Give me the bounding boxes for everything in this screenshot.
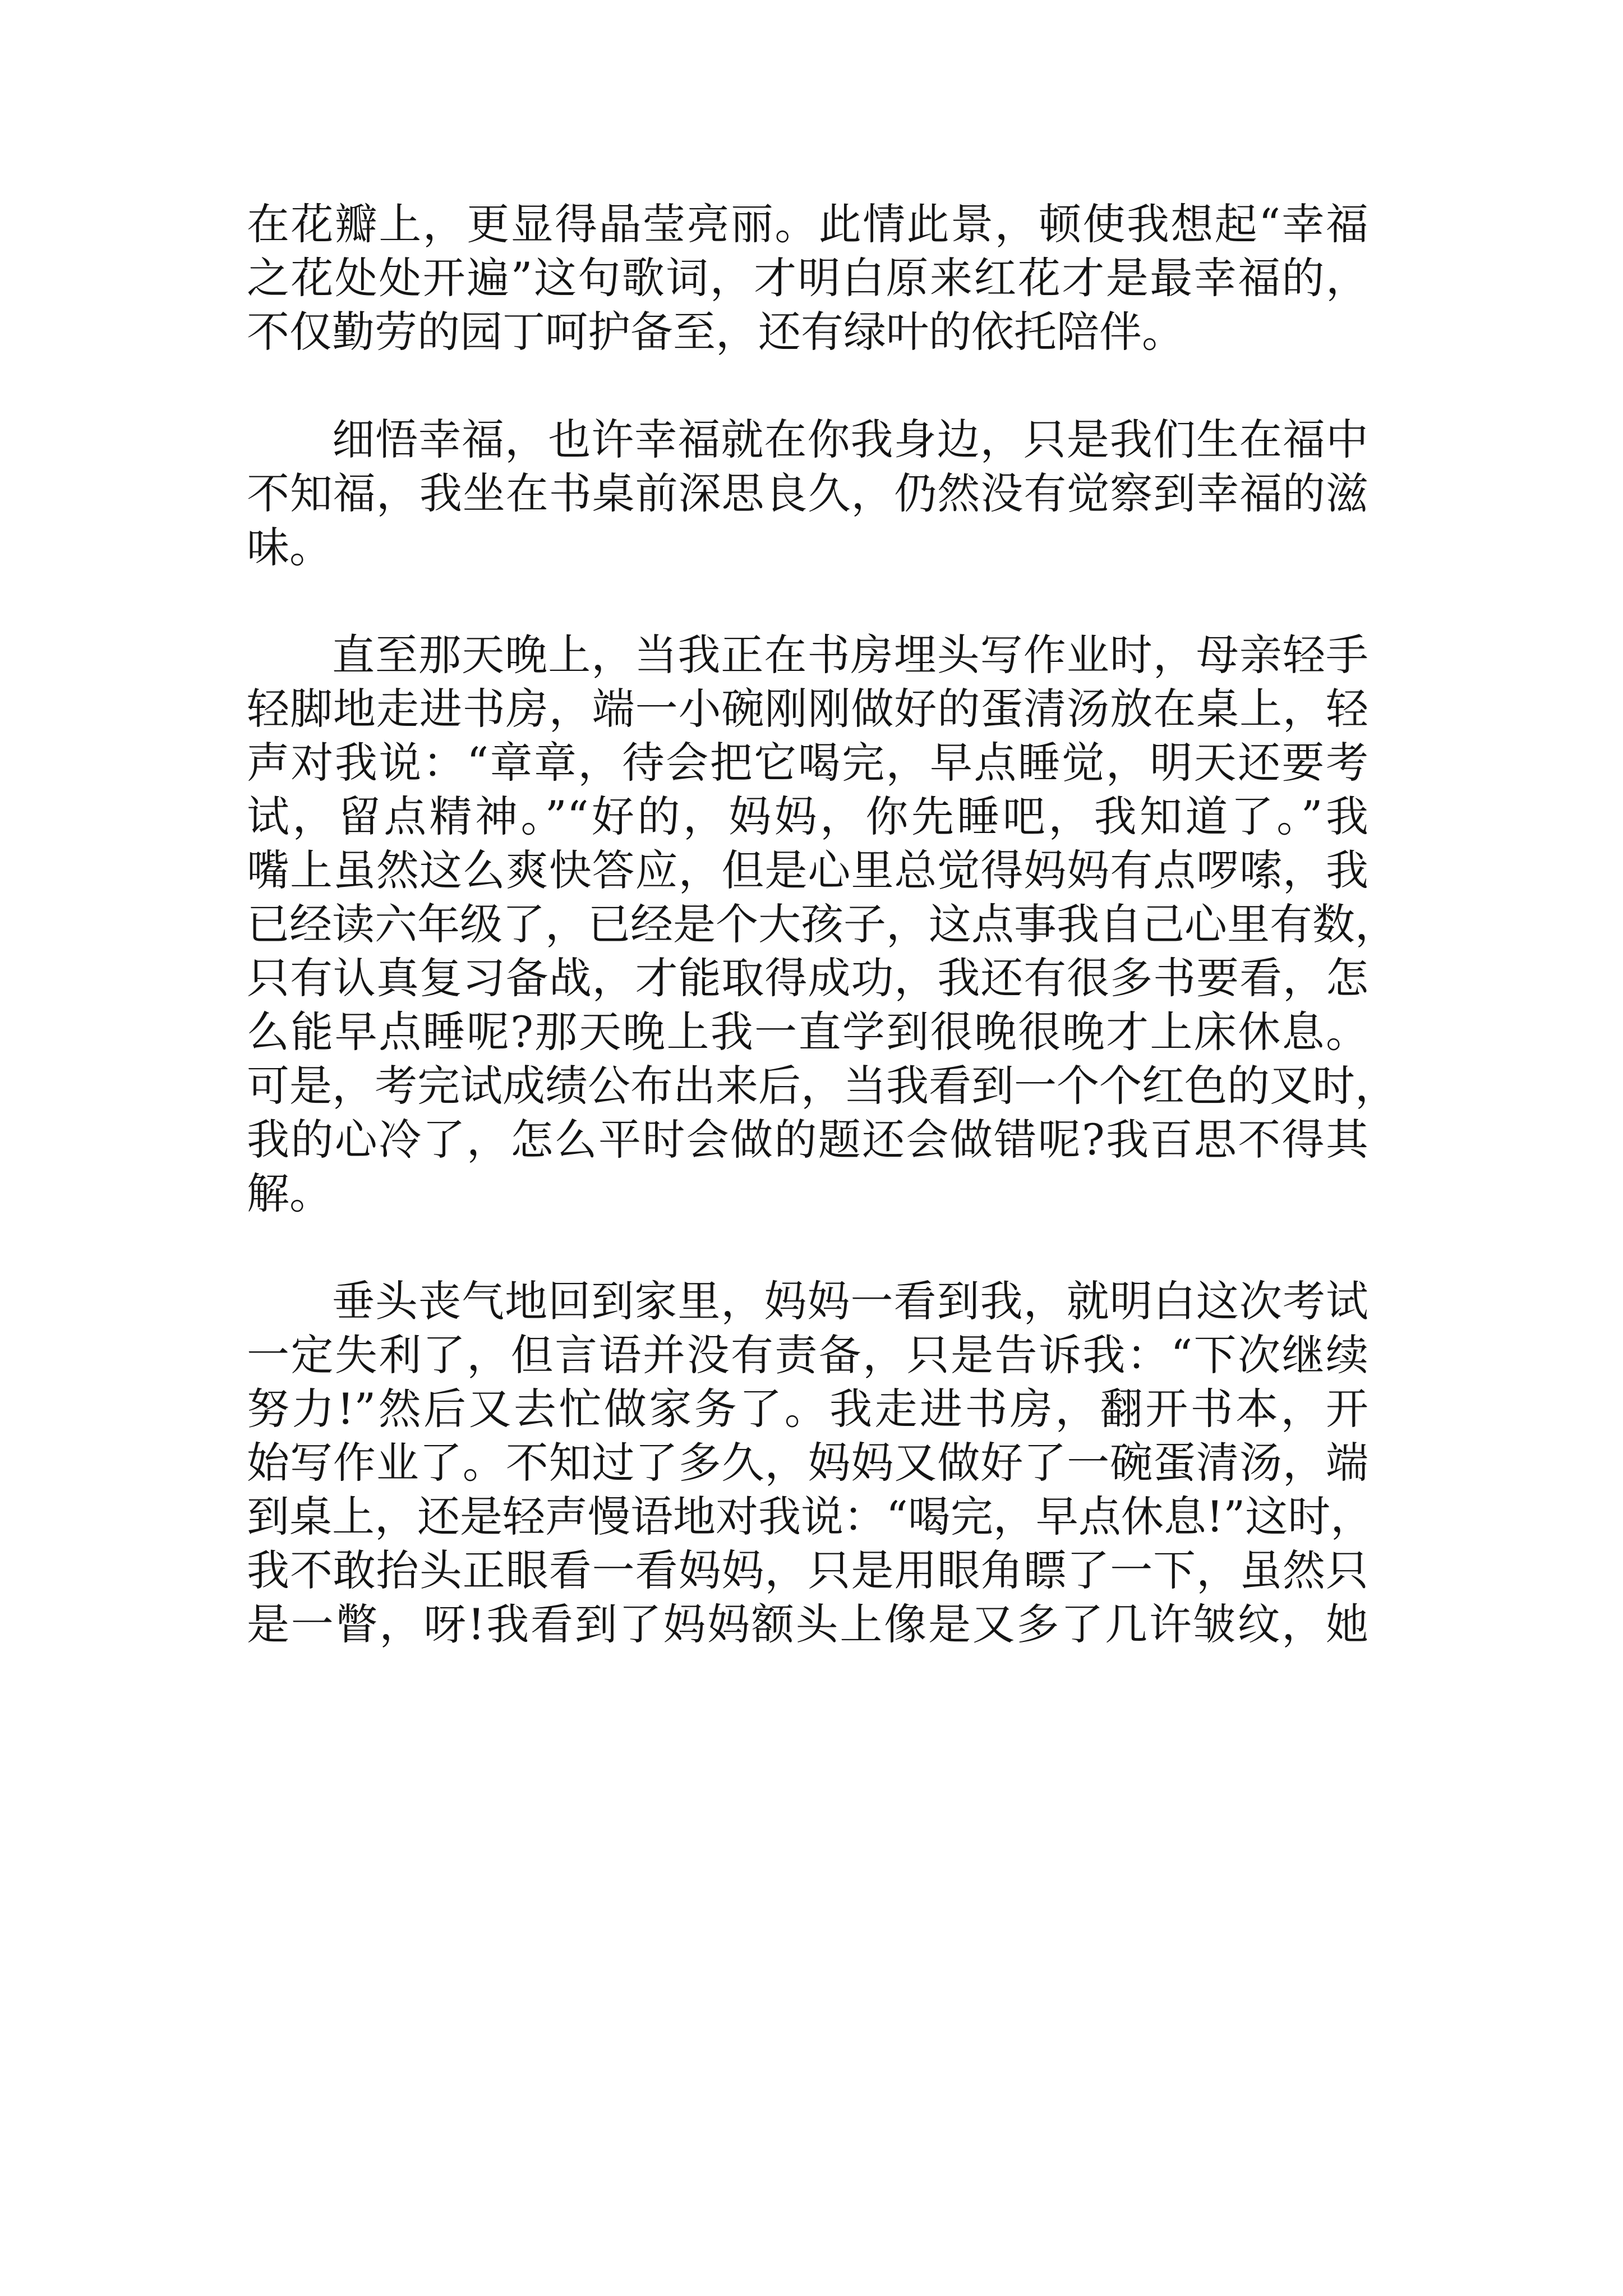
text-line: 可是，考完试成绩公布出来后，当我看到一个个红色的叉时， (247, 1061, 1398, 1111)
paragraph-3 (247, 628, 1398, 1221)
text-line: 轻脚地走进书房，端一小碗刚刚做好的蛋清汤放在桌上，轻 (247, 684, 1368, 734)
text-line: 努力!”然后又去忙做家务了。我走进书房，翻开书本，开 (247, 1384, 1368, 1434)
text-line: 我的心冷了，怎么平时会做的题还会做错呢?我百思不得其 (247, 1115, 1368, 1165)
text-line: 之花处处开遍”这句歌词，才明白原来红花才是最幸福的， (247, 253, 1368, 303)
text-line: 始写作业了。不知过了多久，妈妈又做好了一碗蛋清汤，端 (247, 1438, 1368, 1488)
paragraph-2 (247, 413, 1368, 574)
text-line: 细悟幸福，也许幸福就在你我身边，只是我们生在福中 (332, 415, 1368, 464)
text-line: 不仅勤劳的园丁呵护备至，还有绿叶的依托陪伴。 (247, 307, 1184, 357)
paragraph-4 (247, 1274, 1373, 1651)
text-line: 试，留点精神。”“好的，妈妈，你先睡吧，我知道了。”我 (247, 792, 1368, 841)
text-line: 已经读六年级了，已经是个大孩子，这点事我自己心里有数， (247, 899, 1398, 949)
text-line: 解。 (247, 1168, 332, 1218)
text-line: 到桌上，还是轻声慢语地对我说：“喝完，早点休息!”这时， (247, 1492, 1373, 1542)
text-line: 么能早点睡呢?那天晚上我一直学到很晚很晚才上床休息。 (247, 1007, 1368, 1057)
text-line: 声对我说：“章章，待会把它喝完，早点睡觉，明天还要考 (247, 738, 1368, 788)
text-line: 在花瓣上，更显得晶莹亮丽。此情此景，顿使我想起“幸福 (247, 199, 1368, 249)
text-line: 一定失利了，但言语并没有责备，只是告诉我：“下次继续 (247, 1330, 1368, 1380)
paragraph-1 (247, 197, 1368, 359)
text-line: 嘴上虽然这么爽快答应，但是心里总觉得妈妈有点啰嗦，我 (247, 845, 1368, 895)
text-line: 我不敢抬头正眼看一看妈妈，只是用眼角瞟了一下，虽然只 (247, 1545, 1368, 1595)
text-line: 味。 (247, 522, 332, 572)
document-body (247, 197, 1398, 1651)
text-line: 只有认真复习备战，才能取得成功，我还有很多书要看，怎 (247, 953, 1368, 1003)
text-line: 不知福，我坐在书桌前深思良久，仍然没有觉察到幸福的滋 (247, 468, 1368, 518)
text-line: 直至那天晚上，当我正在书房埋头写作业时，母亲轻手 (332, 630, 1368, 680)
text-line: 是一瞥，呀!我看到了妈妈额头上像是又多了几许皱纹，她 (247, 1599, 1368, 1649)
text-line: 垂头丧气地回到家里，妈妈一看到我，就明白这次考试 (332, 1276, 1368, 1326)
